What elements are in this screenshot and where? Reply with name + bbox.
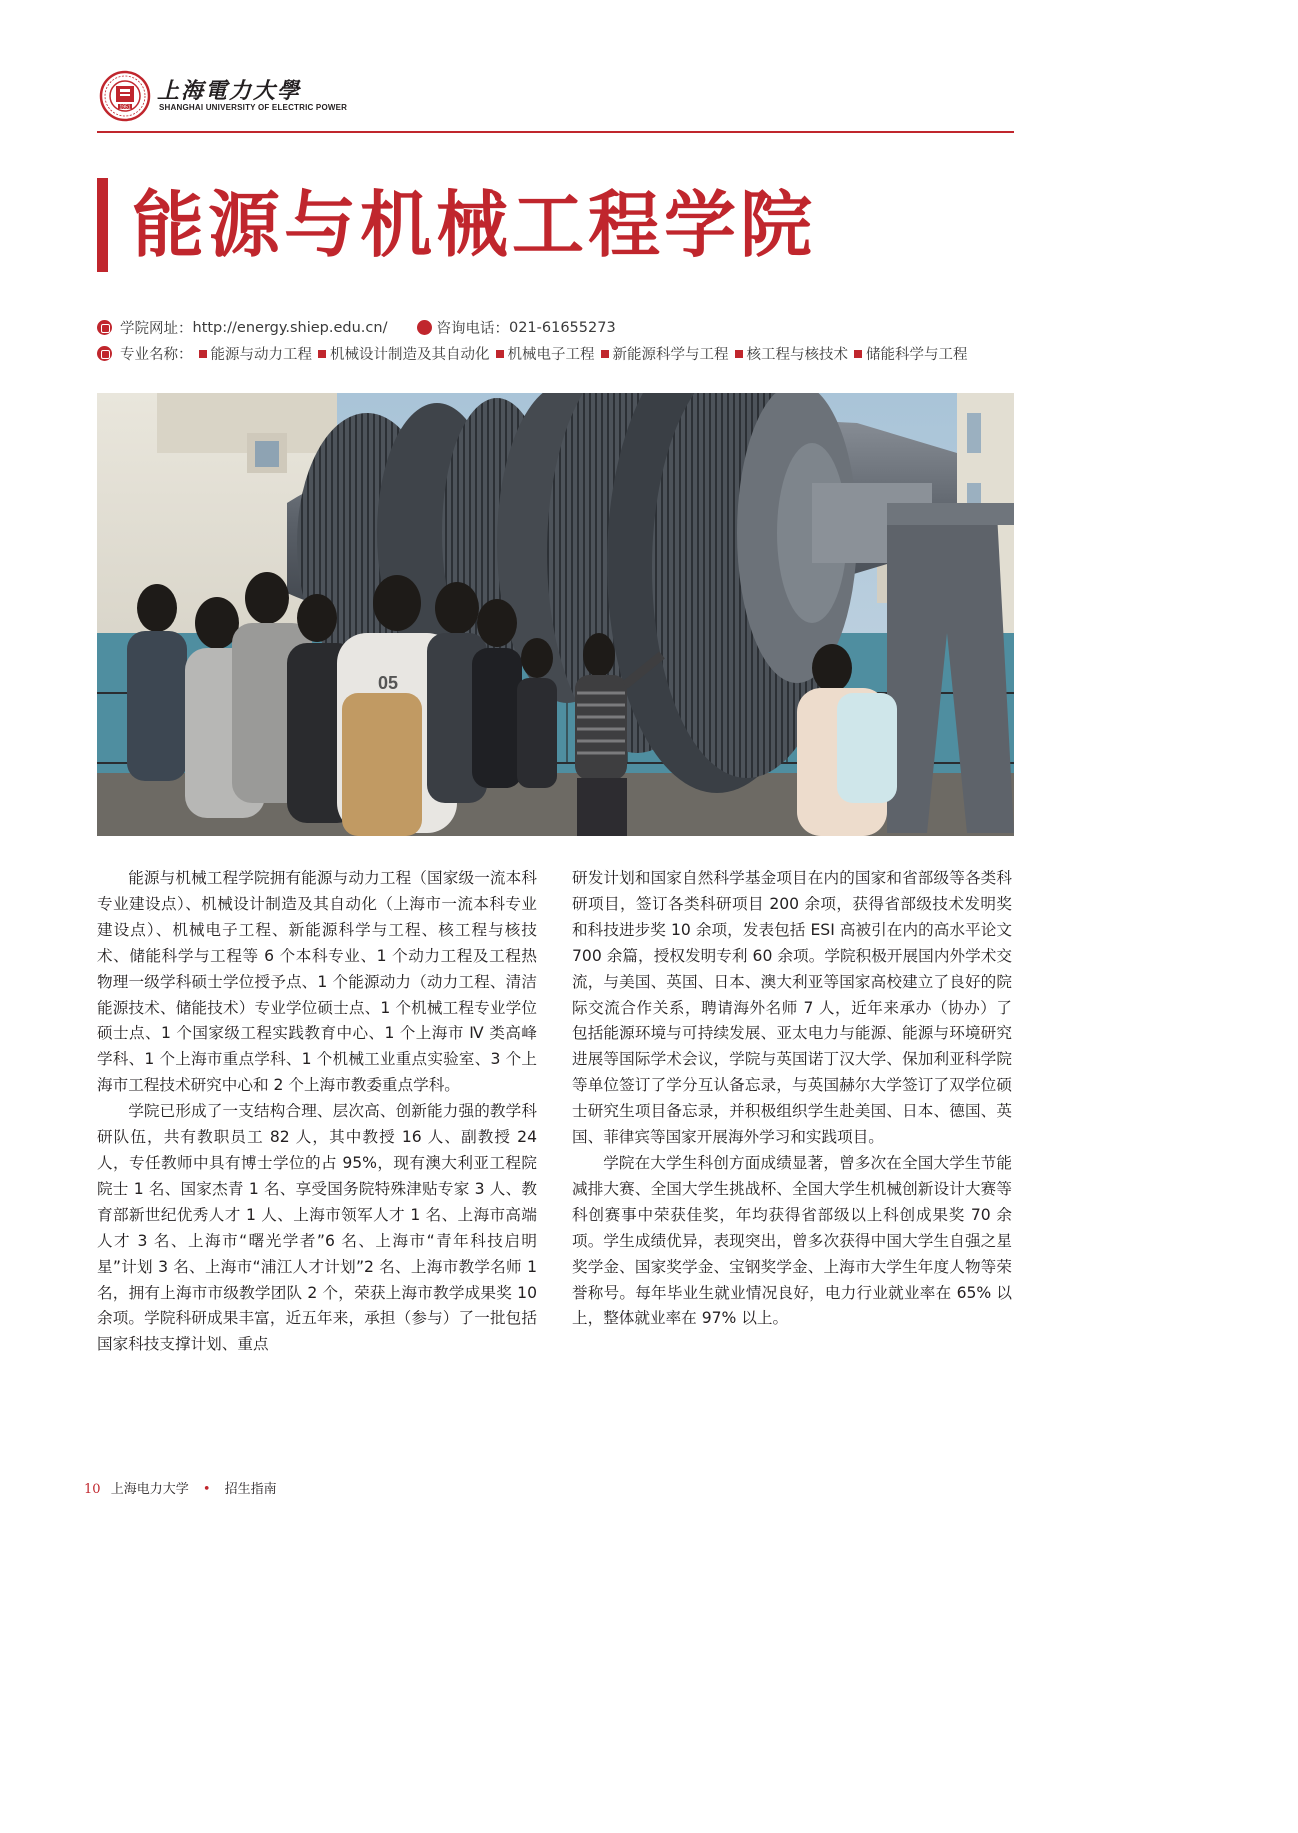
footer-separator: •	[202, 1482, 211, 1497]
majors-label: 专业名称：	[120, 347, 193, 363]
footer-university: 上海电力大学	[110, 1482, 189, 1497]
bullet-square	[735, 350, 743, 358]
book-icon	[97, 346, 112, 361]
globe-icon	[97, 320, 112, 335]
major-item: 机械设计制造及其自动化	[330, 347, 490, 363]
header-divider	[97, 131, 1014, 133]
body-column-left	[97, 866, 537, 1358]
page-title: 能源与机械工程学院	[132, 183, 817, 267]
bullet-square	[318, 350, 326, 358]
major-item: 新能源科学与工程	[612, 347, 729, 363]
logo-chinese-name: 上海電力大學	[157, 78, 302, 104]
page-footer	[84, 1478, 277, 1497]
major-item: 核工程与核技术	[746, 347, 848, 363]
university-seal-icon	[99, 70, 151, 122]
phone-label: 咨询电话：	[436, 321, 509, 337]
website-link[interactable]: http://energy.shiep.edu.cn/	[192, 319, 388, 336]
major-item: 能源与动力工程	[210, 347, 312, 363]
majors-line	[97, 343, 968, 364]
major-item: 机械电子工程	[507, 347, 595, 363]
bullet-square	[601, 350, 609, 358]
major-item: 储能科学与工程	[866, 347, 968, 363]
phone-number: 021-61655273	[508, 319, 616, 336]
footer-section: 招生指南	[224, 1482, 277, 1497]
paragraph: 能源与机械工程学院拥有能源与动力工程（国家级一流本科专业建设点）、机械设计制造及其自动化（上海市一流本科专业建设点）、机械电子工程、新能源科学与工程、核工程与核技术、储能科学与工程等 6 个本科专业、1 个动力工程及工程热物理一级学科硕士学位授予点、1 个能源动力（动力工程、清洁能源技术、储能技术）专业学位硕士点、1 个机械工程专业学位硕士点、1 个国家级工程实践教育中心、1 个上海市 Ⅳ 类高峰学科、1 个上海市重点学科、1 个机械工业重点实验室、3 个上海市工程技术研究中心和 2 个上海市教委重点学科。	[97, 869, 537, 1095]
title-accent-bar	[97, 178, 108, 272]
paragraph: 研发计划和国家自然科学基金项目在内的国家和省部级等各类科研项目，签订各类科研项目 200 余项，获得省部级技术发明奖和科技进步奖 10 余项，发表包括 ESI 高被引在内的高水平论文 700 余篇，授权发明专利 60 余项。学院积极开展国内外学术交流，与美国、英国、日本、澳大利亚等国家高校建立了良好的院际交流合作关系，聘请海外名师 7 人，近年来承办（协办）了包括能源环境与可持续发展、亚太电力与能源、能源与环境研究进展等国际学术会议，学院与英国诺丁汉大学、保加利亚科学院等单位签订了学分互认备忘录，与英国赫尔大学签订了双学位硕士研究生项目备忘录，并积极组织学生赴美国、日本、德国、英国、菲律宾等国家开展海外学习和实践项目。	[572, 869, 1012, 1147]
website-label: 学院网址：	[120, 321, 193, 337]
paragraph: 学院已形成了一支结构合理、层次高、创新能力强的教学科研队伍，共有教职员工 82 人，其中教授 16 人、副教授 24 人，专任教师中具有博士学位的占 95%，现有澳大利亚工程院院士 1 名、国家杰青 1 名、享受国务院特殊津贴专家 3 人、教育部新世纪优秀人才 1 人、上海市领军人才 1 名、上海市高端人才 3 名、上海市“曙光学者”6 名、上海市“青年科技启明星”计划 3 名、上海市“浦江人才计划”2 名、上海市教学名师 1 名，拥有上海市市级教学团队 2 个，荣获上海市教学成果奖 10 余项。学院科研成果丰富，近五年来，承担（参与）了一批包括国家科技支撑计划、重点	[97, 1102, 537, 1354]
logo-english-name: SHANGHAI UNIVERSITY OF ELECTRIC POWER	[159, 103, 348, 112]
turbine-photo-illustration	[97, 393, 1014, 836]
paragraph: 学院在大学生科创方面成绩显著，曾多次在全国大学生节能减排大赛、全国大学生挑战杯、全国大学生机械创新设计大赛等科创赛事中荣获佳奖，年均获得省部级以上科创成果奖 70 余项。学生成绩优异，表现突出，曾多次获得中国大学生自强之星奖学金、国家奖学金、宝钢奖学金、上海市大学生年度人物等荣誉称号。每年毕业生就业情况良好，电力行业就业率在 65% 以上，整体就业率在 97% 以上。	[572, 1153, 1012, 1328]
contact-line	[97, 317, 616, 338]
svg-text:1951: 1951	[119, 104, 131, 111]
page-header	[97, 70, 1014, 132]
svg-text:05: 05	[378, 673, 399, 693]
bullet-square	[496, 350, 504, 358]
phone-icon	[417, 320, 432, 335]
bullet-square	[199, 350, 207, 358]
turbine-photo	[97, 393, 1014, 836]
page-number: 10	[84, 1482, 101, 1497]
bullet-square	[854, 350, 862, 358]
body-column-right	[572, 866, 1012, 1332]
